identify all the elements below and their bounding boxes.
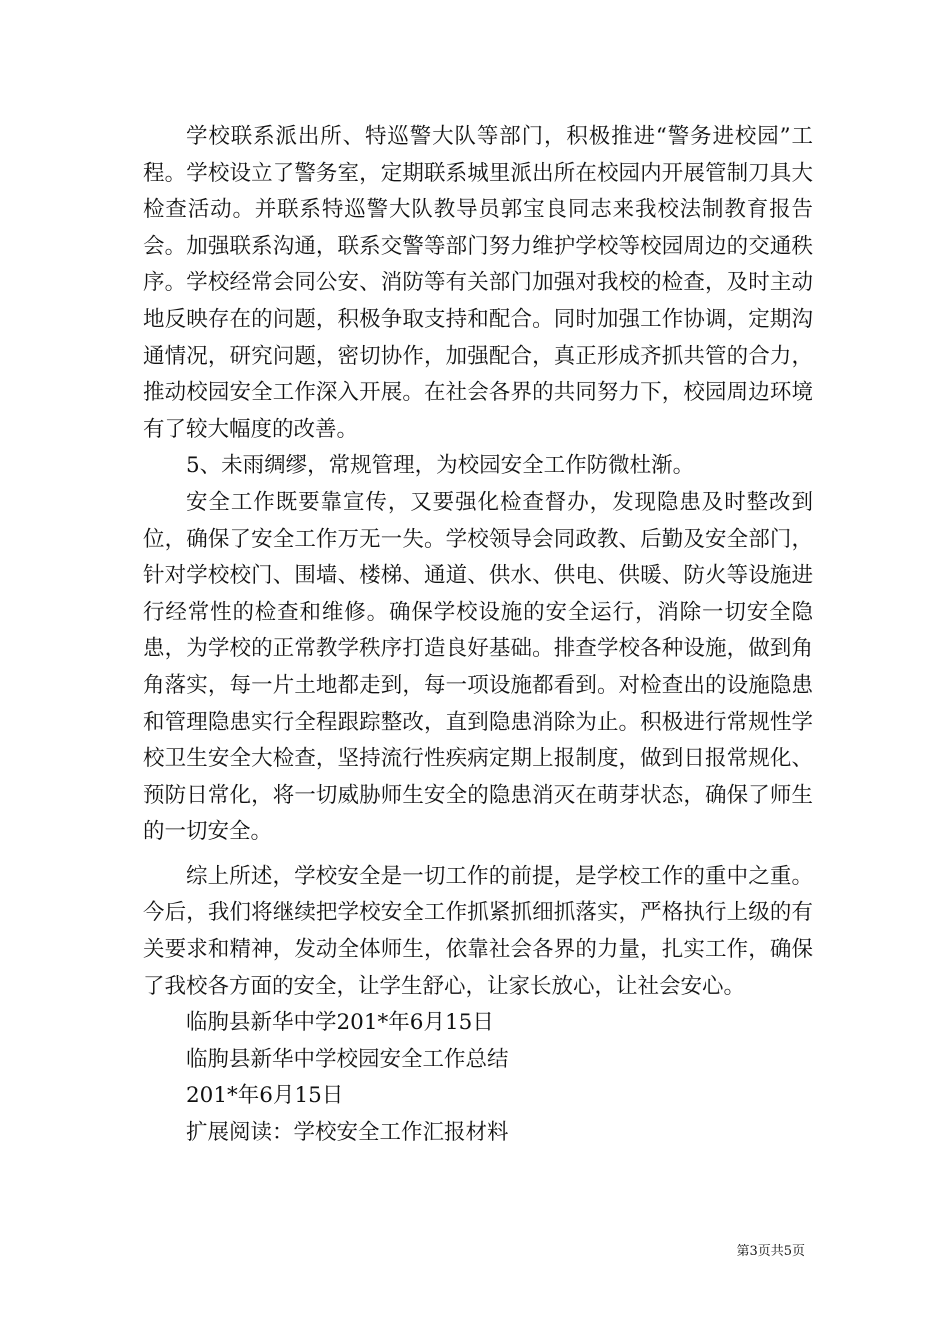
paragraph-police-cooperation: 学校联系派出所、特巡警大队等部门，积极推进“警务进校园”工程。学校设立了警务室，定期联系城里派出所在校园内开展管制刀具大检查活动。并联系特巡警大队教导员郭宝良同志来我校法制教育报告会。加强联系沟通，联系交警等部门努力维护学校等校园周边的交通秩序。学校经常会同公安、消防等有关部门加强对我校的检查，及时主动地反映存在的问题，积极争取支持和配合。同时加强工作协调，定期沟通情况，研究问题，密切协作，加强配合，真正形成齐抓共管的合力，推动校园安全工作深入开展。在社会各界的共同努力下，校园周边环境有了较大幅度的改善。	[143, 124, 813, 442]
date-line: 201*年6月15日	[186, 1083, 344, 1109]
paragraph-gap	[143, 851, 813, 859]
paragraph-safety-inspection: 安全工作既要靠宣传，又要强化检查督办，发现隐患及时整改到位，确保了安全工作万无一失。学校领导会同政教、后勤及安全部门，针对学校校门、围墙、楼梯、通道、供水、供电、供暖、防火等设施进行经常性的检查和维修。确保学校设施的安全运行，消除一切安全隐患，为学校的正常教学秩序打造良好基础。排查学校各种设施，做到角角落实，每一片土地都走到，每一项设施都看到。对检查出的设施隐患和管理隐患实行全程跟踪整改，直到隐患消除为止。积极进行常规性学校卫生安全大检查，坚持流行性疾病定期上报制度，做到日报常规化、预防日常化，将一切威胁师生安全的隐患消灭在萌芽状态，确保了师生的一切安全。	[143, 489, 813, 845]
paragraph-conclusion: 综上所述，学校安全是一切工作的前提，是学校工作的重中之重。今后，我们将继续把学校安全工作抓紧抓细抓落实，严格执行上级的有关要求和精神，发动全体师生，依靠社会各界的力量，扎实工作，确保了我校各方面的安全，让学生舒心，让家长放心，让社会安心。	[143, 863, 813, 999]
page-number-footer: 第3页共5页	[736, 1244, 805, 1259]
signature-line: 临朐县新华中学201*年6月15日	[186, 1010, 494, 1036]
document-body	[143, 119, 813, 1152]
document-title-line: 临朐县新华中学校园安全工作总结	[186, 1046, 509, 1072]
extended-reading-line: 扩展阅读：学校安全工作汇报材料	[186, 1120, 509, 1146]
paragraph-heading-routine-management: 5、未雨绸缪，常规管理，为校园安全工作防微杜渐。	[186, 453, 695, 479]
